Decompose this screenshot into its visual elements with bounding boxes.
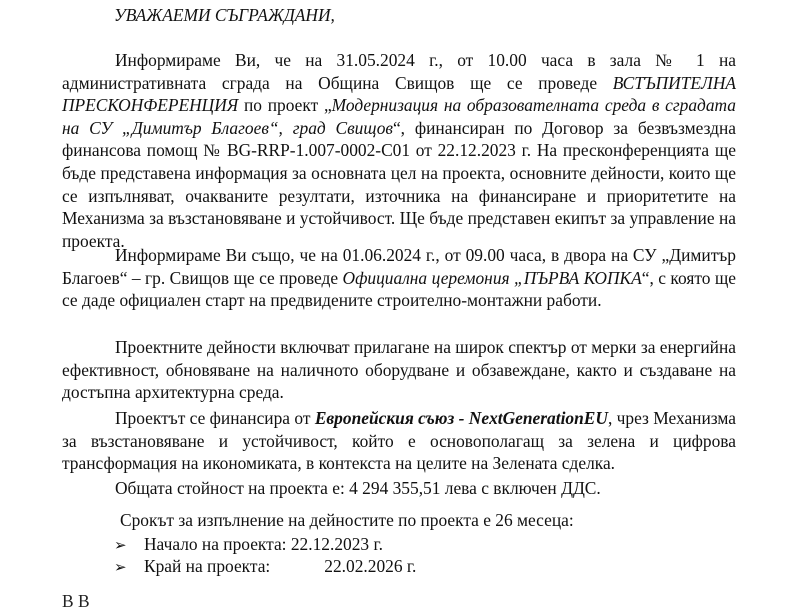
paragraph-press-conference <box>62 49 736 252</box>
paragraph-activities: Проектните дейности включват прилагане на широк спектър от мерки за енергийна ефективност, обновяване на наличното оборудване и обзавеждане, както и създаване на достъпна архитектурна среда. <box>62 337 736 403</box>
total-value-line: Общата стойност на проекта е: 4 294 355,51 лева с включен ДДС. <box>115 478 601 498</box>
bullet-end-date <box>114 555 416 579</box>
salutation: УВАЖАЕМИ СЪГРАЖДАНИ, <box>114 5 335 25</box>
duration-line: Срокът за изпълнение на дейностите по проекта е 26 месеца: <box>120 510 574 530</box>
bullet-start-date <box>114 533 383 557</box>
arrow-bullet-icon: ➢ <box>114 558 127 576</box>
bullet-start-value: 22.12.2023 г. <box>286 534 383 554</box>
p4-text-c: , чрез Механизма за възстановяване и устойчивост, който е основополагащ за зелена и цифрова трансформация на икономиката, в контекста на целите на Зелената сделка. <box>62 408 736 474</box>
bullet-end-value: 22.02.2026 г. <box>324 556 417 576</box>
paragraph-ceremony <box>62 244 736 312</box>
paragraph-financing <box>62 407 736 475</box>
p2-text-a: Информираме Ви също, че на 01.06.2024 г., от 09.00 часа, в двора на СУ „Димитър Благоев“ – гр. Свищов ще се проведе <box>62 245 736 288</box>
bullet-end-label: Край на проекта: <box>144 556 271 576</box>
p4-eu-name: Европейския съюз - NextGenerationEU <box>314 408 608 428</box>
p1-text-c: по проект „ <box>238 95 332 116</box>
p1-event-name: ВСТЪПИТЕЛНА ПРЕСКОНФЕРЕНЦИЯ <box>62 72 736 116</box>
p2-text-c: “, с която ще се даде официален старт на предвидените строително-монтажни работи. <box>62 267 736 311</box>
arrow-bullet-icon: ➢ <box>114 536 127 554</box>
p1-project-name: Модернизация на образователната среда в сградата на СУ „Димитър Благоев“, град Свищов <box>62 95 736 138</box>
cutoff-text-line: В В <box>62 591 90 611</box>
p1-text-e: “, финансиран по Договор за безвъзмездна финансова помощ № BG-RRP-1.007-0002-С01 от 22.12.2023 г. На пресконференцията ще бъде представена информация за основната цел на проекта, основните дейности, които ще се изпълняват, очакваните резултати, източника на финансиране и приоритетите на Механизма за възстановяване и устойчивост. Ще бъде представен екипът за управление на проекта. <box>62 117 736 251</box>
p4-text-a: Проектът се финансира от <box>115 408 315 428</box>
p1-text-a: Информираме Ви, че на 31.05.2024 г., от 10.00 часа в зала № 1 на административната сграда на Община Свищов ще се проведе <box>62 50 736 93</box>
p2-ceremony-name: Официална церемония „ПЪРВА КОПКА <box>342 267 642 288</box>
bullet-start-label: Начало на проекта: <box>144 534 287 554</box>
